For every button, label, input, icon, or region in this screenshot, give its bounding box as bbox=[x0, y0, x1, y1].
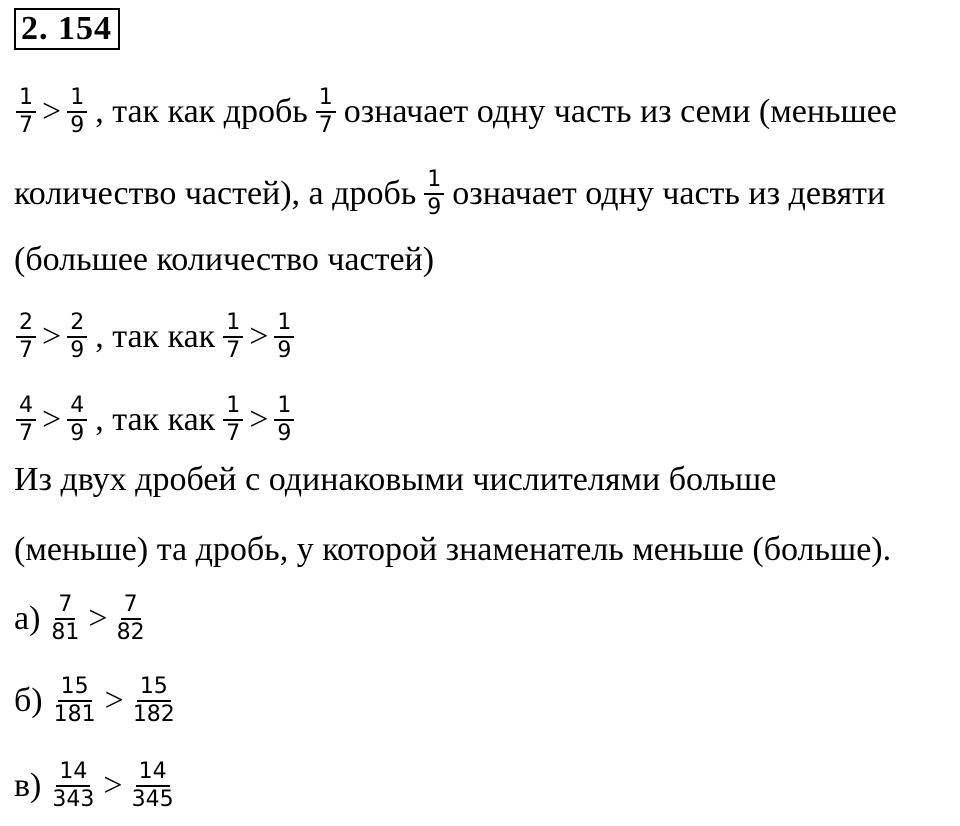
fraction-denominator: 345 bbox=[131, 787, 174, 812]
fraction-numerator: 2 bbox=[67, 311, 87, 338]
fraction-denominator: 9 bbox=[70, 338, 85, 363]
fraction-denominator: 81 bbox=[51, 620, 80, 645]
greater-than-sign: > bbox=[88, 600, 108, 637]
rule-line-1 bbox=[14, 460, 776, 500]
greater-than-sign: > bbox=[249, 318, 269, 355]
fraction-numerator: 15 bbox=[137, 675, 171, 702]
fraction bbox=[16, 86, 36, 138]
fraction bbox=[424, 168, 444, 220]
text: , так как bbox=[95, 318, 216, 355]
fraction bbox=[16, 311, 36, 363]
fraction-denominator: 7 bbox=[19, 338, 33, 363]
fraction-numerator: 1 bbox=[274, 311, 294, 338]
fraction-numerator: 15 bbox=[58, 675, 92, 702]
fraction bbox=[129, 760, 177, 812]
greater-than-sign: > bbox=[103, 767, 123, 804]
text: Из двух дробей с одинаковыми числителями больше bbox=[14, 461, 777, 498]
p1-line-2 bbox=[14, 168, 885, 220]
fraction-denominator: 343 bbox=[52, 787, 95, 812]
fraction-denominator: 7 bbox=[19, 113, 33, 138]
greater-than-sign: > bbox=[42, 93, 62, 130]
fraction-numerator: 2 bbox=[16, 311, 36, 338]
answer-label: б) bbox=[14, 682, 43, 719]
p1-line-3 bbox=[14, 240, 434, 280]
fraction bbox=[274, 311, 294, 363]
answer-c bbox=[14, 760, 179, 812]
fraction bbox=[223, 394, 243, 446]
answer-label: а) bbox=[14, 600, 41, 637]
text: , так как дробь bbox=[95, 93, 308, 130]
text: (большее количество частей) bbox=[14, 241, 435, 278]
text: означает одну часть из девяти bbox=[452, 175, 886, 212]
fraction-denominator: 9 bbox=[277, 338, 292, 363]
fraction-numerator: 1 bbox=[16, 86, 36, 113]
fraction-numerator: 1 bbox=[274, 394, 294, 421]
fraction-denominator: 9 bbox=[70, 113, 85, 138]
greater-than-sign: > bbox=[42, 318, 62, 355]
answer-a bbox=[14, 593, 150, 645]
fraction bbox=[130, 675, 178, 727]
fraction bbox=[67, 311, 87, 363]
fraction-denominator: 9 bbox=[427, 195, 442, 220]
fraction bbox=[51, 675, 99, 727]
fraction bbox=[48, 593, 82, 645]
fraction-numerator: 14 bbox=[56, 760, 90, 787]
fraction-denominator: 182 bbox=[132, 702, 175, 727]
p3-line bbox=[14, 394, 296, 446]
fraction bbox=[49, 760, 97, 812]
fraction-numerator: 14 bbox=[136, 760, 170, 787]
fraction-denominator: 9 bbox=[70, 421, 85, 446]
answer-label: в) bbox=[14, 767, 42, 804]
fraction-denominator: 82 bbox=[116, 620, 145, 645]
task-number-box bbox=[14, 8, 120, 50]
fraction-numerator: 1 bbox=[67, 86, 87, 113]
fraction bbox=[274, 394, 294, 446]
greater-than-sign: > bbox=[249, 401, 269, 438]
fraction-numerator: 1 bbox=[223, 394, 243, 421]
text: означает одну часть из семи (меньшее bbox=[343, 93, 897, 130]
p2-line bbox=[14, 311, 296, 363]
fraction-denominator: 7 bbox=[318, 113, 333, 138]
text: количество частей), а дробь bbox=[14, 175, 417, 212]
rule-line-2 bbox=[14, 530, 891, 570]
fraction-denominator: 7 bbox=[19, 421, 33, 446]
fraction-denominator: 7 bbox=[226, 421, 241, 446]
task-number: 2. 154 bbox=[21, 10, 112, 47]
fraction-numerator: 4 bbox=[16, 394, 36, 421]
text: , так как bbox=[95, 401, 216, 438]
solution-page bbox=[14, 8, 954, 812]
fraction bbox=[67, 86, 87, 138]
fraction-numerator: 7 bbox=[55, 593, 75, 620]
fraction bbox=[223, 311, 243, 363]
fraction bbox=[67, 394, 87, 446]
fraction bbox=[16, 394, 36, 446]
answer-b bbox=[14, 675, 180, 727]
fraction-numerator: 4 bbox=[67, 394, 87, 421]
greater-than-sign: > bbox=[42, 401, 62, 438]
fraction-denominator: 181 bbox=[53, 702, 96, 727]
fraction-denominator: 7 bbox=[226, 338, 241, 363]
fraction-numerator: 1 bbox=[223, 311, 243, 338]
fraction bbox=[114, 593, 148, 645]
text: (меньше) та дробь, у которой знаменатель меньше (больше). bbox=[14, 531, 892, 568]
fraction bbox=[316, 86, 336, 138]
greater-than-sign: > bbox=[104, 682, 124, 719]
p1-line-1 bbox=[14, 86, 897, 138]
fraction-numerator: 1 bbox=[316, 86, 336, 113]
fraction-numerator: 7 bbox=[121, 593, 141, 620]
fraction-numerator: 1 bbox=[424, 168, 444, 195]
fraction-denominator: 9 bbox=[277, 421, 292, 446]
